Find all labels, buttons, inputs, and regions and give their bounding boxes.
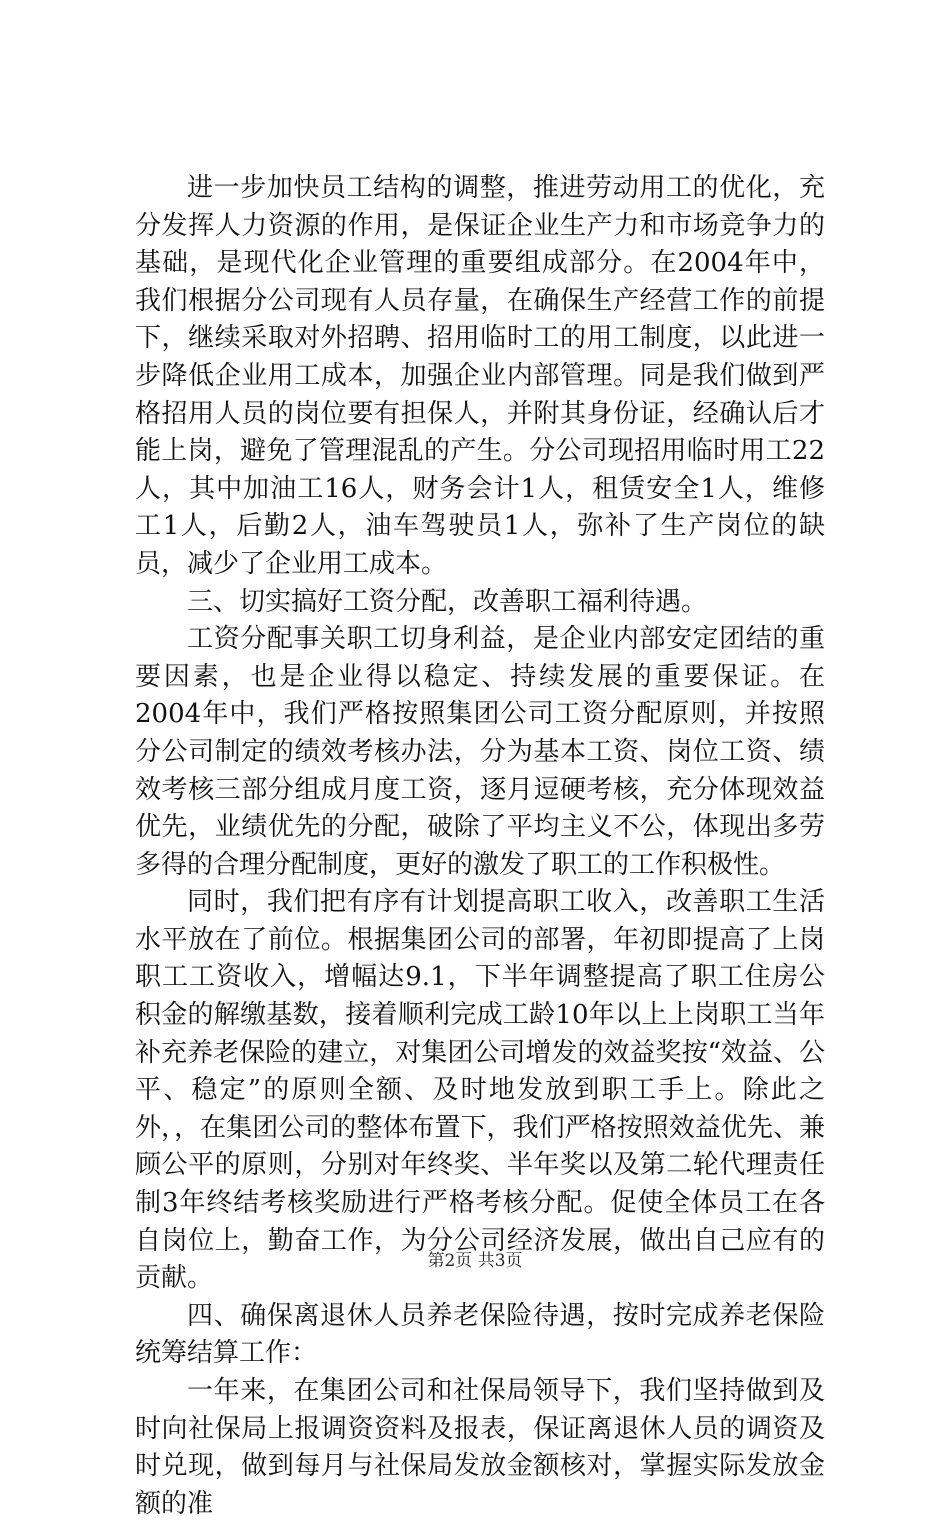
paragraph-staffing: 进一步加快员工结构的调整，推进劳动用工的优化，充分发挥人力资源的作用，是保证企业生产力和市场竞争力的基础，是现代化企业管理的重要组成部分。在2004年中，我们根据分公司现有人员存量，在确保生产经营工作的前提下，继续采取对外招聘、招用临时工的用工制度，以此进一步降低企业用工成本，加强企业内部管理。同是我们做到严格招用人员的岗位要有担保人，并附其身份证，经确认后才能上岗，避免了管理混乱的产生。分公司现招用临时用工22人，其中加油工16人，财务会计1人，租赁安全1人，维修工1人，后勤2人，油车驾驶员1人，弥补了生产岗位的缺员，减少了企业用工成本。 — [135, 173, 825, 579]
section-heading-wages: 三、切实搞好工资分配，改善职工福利待遇。 — [187, 586, 708, 617]
paragraph-wage-distribution: 工资分配事关职工切身利益，是企业内部安定团结的重要因素，也是企业得以稳定、持续发展的重要保证。在2004年中，我们严格按照集团公司工资分配原则，并按照分公司制定的绩效考核办法，分为基本工资、岗位工资、绩效考核三部分组成月度工资，逐月逗硬考核，充分体现效益优先，业绩优先的分配，破除了平均主义不公，体现出多劳多得的合理分配制度，更好的激发了职工的工作积极性。 — [135, 624, 825, 880]
section-heading-pension: 四、确保离退休人员养老保险待遇，按时完成养老保险统筹结算工作： — [135, 1300, 825, 1369]
document-body — [135, 170, 825, 1523]
paragraph-pension: 一年来，在集团公司和社保局领导下，我们坚持做到及时向社保局上报调资资料及报表，保证离退休人员的调资及时兑现，做到每月与社保局发放金额核对，掌握实际发放金额的准 — [135, 1376, 825, 1519]
page-footer: 第2页 共3页 — [427, 1251, 523, 1271]
paragraph-income-increase: 同时，我们把有序有计划提高职工收入，改善职工生活水平放在了前位。根据集团公司的部署，年初即提高了上岗职工工资收入，增幅达9.1，下半年调整提高了职工住房公积金的解缴基数，接着顺利完成工龄10年以上上岗职工当年补充养老保险的建立，对集团公司增发的效益奖按“效益、公平、稳定”的原则全额、及时地发放到职工手上。除此之外，，在集团公司的整体布置下，我们严格按照效益优先、兼顾公平的原则，分别对年终奖、半年奖以及第二轮代理责任制3年终结考核奖励进行严格考核分配。促使全体员工在各自岗位上，勤奋工作，为分公司经济发展，做出自己应有的贡献。 — [135, 887, 825, 1294]
